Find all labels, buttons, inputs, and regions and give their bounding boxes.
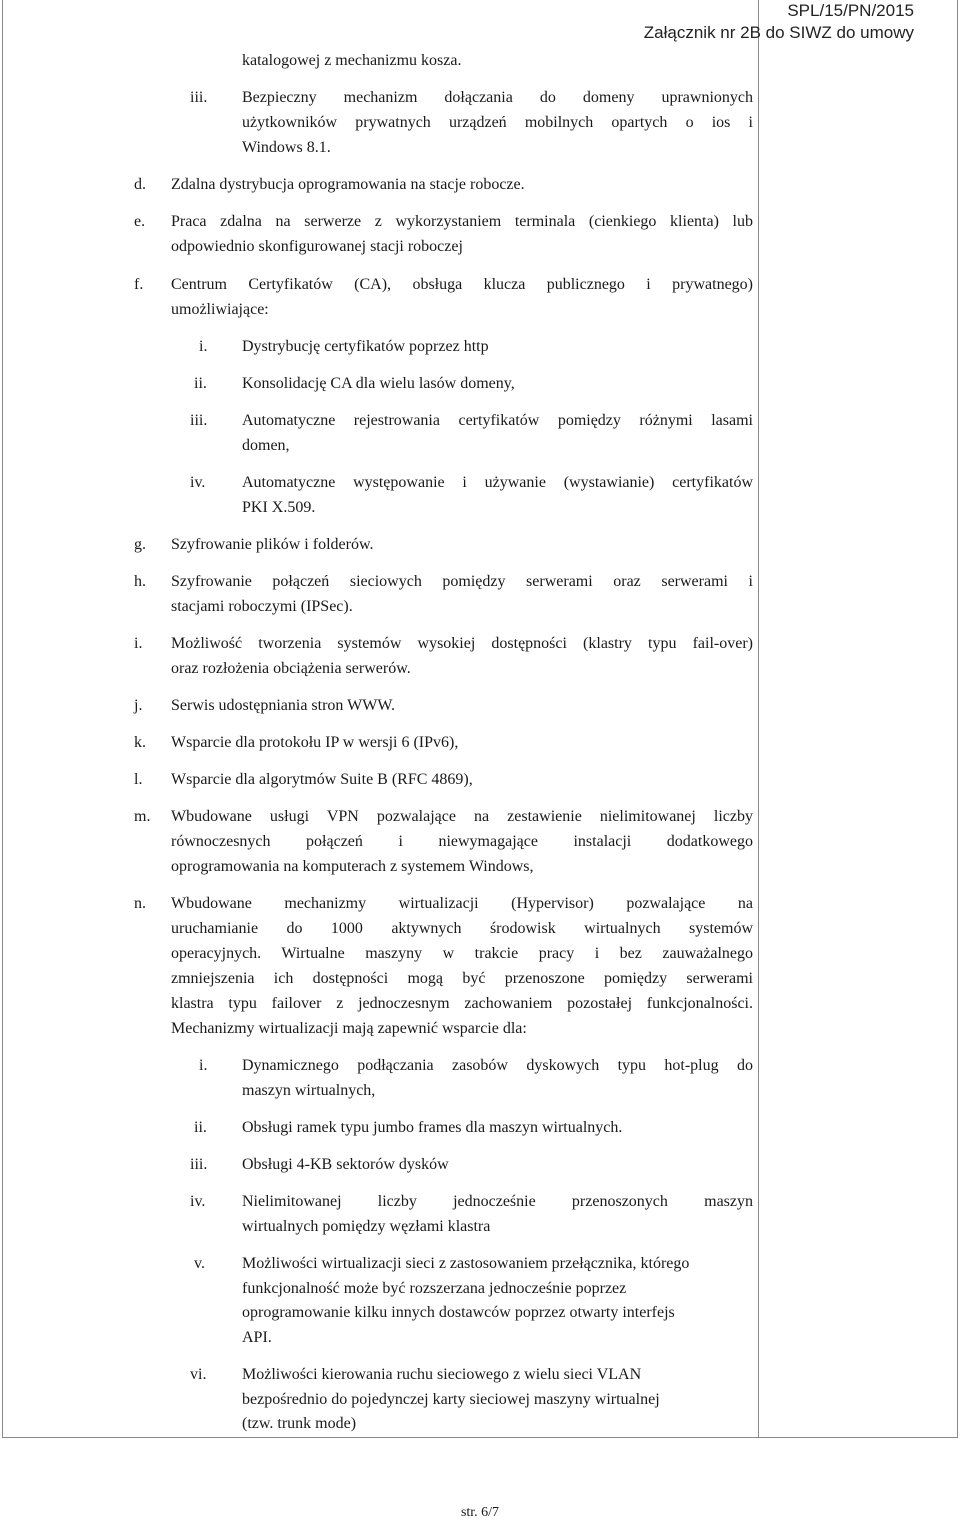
item-g-text: Szyfrowanie plików i folderów.	[171, 536, 374, 553]
item-c-iii-line1: Bezpieczny mechanizm dołączania do domeny uprawnionych	[242, 89, 753, 106]
item-f-i-text: Dystrybucję certyfikatów poprzez http	[242, 338, 489, 355]
item-i-line1: Możliwość tworzenia systemów wysokiej dostępności (klastry typu fail-over)	[171, 635, 753, 652]
item-n-line5: klastra typu failover z jednoczesnym zachowaniem pozostałej funkcjonalności.	[171, 995, 753, 1012]
item-h-marker: h.	[134, 573, 146, 590]
item-f-iv-marker: iv.	[190, 474, 206, 491]
annex-label: Załącznik nr 2B do SIWZ do umowy	[643, 23, 914, 42]
item-n-marker: n.	[134, 895, 146, 912]
item-l-marker: l.	[134, 771, 143, 788]
item-n-vi-line3: (tzw. trunk mode)	[242, 1415, 357, 1432]
item-n-line4: zmniejszenia ich dostępności mogą być przenoszone pomiędzy serwerami	[171, 970, 753, 987]
page-number: str. 6/7	[460, 1505, 500, 1520]
item-n-line2: uruchamianie do 1000 aktywnych środowisk wirtualnych systemów	[171, 920, 753, 937]
item-c-iii-marker: iii.	[190, 89, 208, 106]
item-n-ii-text: Obsługi ramek typu jumbo frames dla maszyn wirtualnych.	[242, 1119, 623, 1136]
item-n-line6: Mechanizmy wirtualizacji mają zapewnić wsparcie dla:	[171, 1020, 527, 1037]
item-n-iii-text: Obsługi 4-KB sektorów dysków	[242, 1156, 449, 1173]
item-n-iv-marker: iv.	[190, 1193, 206, 1210]
item-l-text: Wsparcie dla algorytmów Suite B (RFC 4869),	[171, 771, 473, 788]
item-d-marker: d.	[134, 176, 146, 193]
item-n-v-line4: API.	[242, 1329, 272, 1346]
item-i-line2: oraz rozłożenia obciążenia serwerów.	[171, 660, 411, 677]
item-h-line1: Szyfrowanie połączeń sieciowych pomiędzy serwerami oraz serwerami i	[171, 573, 753, 590]
item-n-v-line1: Możliwości wirtualizacji sieci z zastosowaniem przełącznika, którego	[242, 1255, 690, 1272]
item-f-iv-line1: Automatyczne występowanie i używanie (wystawianie) certyfikatów	[242, 474, 753, 491]
item-n-i-line2: maszyn wirtualnych,	[242, 1082, 376, 1099]
item-h-line2: stacjami roboczymi (IPSec).	[171, 598, 353, 615]
item-f-iv-line2: PKI X.509.	[242, 499, 316, 516]
item-n-iv-line1: Nielimitowanej liczby jednocześnie przenoszonych maszyn	[242, 1193, 753, 1210]
item-i-marker: i.	[134, 635, 143, 652]
item-n-line1: Wbudowane mechanizmy wirtualizacji (Hypervisor) pozwalające na	[171, 895, 753, 912]
item-c-iii-line3: Windows 8.1.	[242, 139, 331, 156]
item-c-iii-line2: użytkowników prywatnych urządzeń mobilnych opartych o ios i	[242, 114, 753, 131]
item-f-iii-line2: domen,	[242, 437, 290, 454]
item-m-line1: Wbudowane usługi VPN pozwalające na zestawienie nielimitowanej liczby	[171, 808, 753, 825]
item-m-marker: m.	[134, 808, 151, 825]
item-d-text: Zdalna dystrybucja oprogramowania na stacje robocze.	[171, 176, 525, 193]
item-n-v-marker: v.	[194, 1255, 205, 1272]
item-f-line2: umożliwiające:	[171, 301, 269, 318]
item-e-marker: e.	[134, 213, 146, 230]
item-f-line1: Centrum Certyfikatów (CA), obsługa klucza publicznego i prywatnego)	[171, 276, 753, 293]
item-j-marker: j.	[134, 697, 143, 714]
item-n-iv-line2: wirtualnych pomiędzy węzłami klastra	[242, 1218, 491, 1235]
item-f-ii-text: Konsolidację CA dla wielu lasów domeny,	[242, 375, 515, 392]
item-k-text: Wsparcie dla protokołu IP w wersji 6 (IPv6),	[171, 734, 459, 751]
item-n-v-line3: oprogramowanie kilku innych dostawców poprzez otwarty interfejs	[242, 1304, 675, 1321]
item-f-iii-line1: Automatyczne rejestrowania certyfikatów pomiędzy różnymi lasami	[242, 412, 753, 429]
item-m-line2: równoczesnych połączeń i niewymagające instalacji dodatkowego	[171, 833, 753, 850]
item-n-line3: operacyjnych. Wirtualne maszyny w trakcie pracy i bez zauważalnego	[171, 945, 753, 962]
item-n-vi-line2: bezpośrednio do pojedynczej karty sieciowej maszyny wirtualnej	[242, 1391, 660, 1408]
item-n-v-line2: funkcjonalność może być rozszerzana jednocześnie poprzez	[242, 1280, 627, 1297]
item-f-i-marker: i.	[199, 338, 208, 355]
item-g-marker: g.	[134, 536, 146, 553]
item-n-i-marker: i.	[199, 1057, 208, 1074]
item-e-line1: Praca zdalna na serwerze z wykorzystaniem terminala (cienkiego klienta) lub	[171, 213, 753, 230]
item-n-vi-marker: vi.	[190, 1366, 207, 1383]
item-c-continuation: katalogowej z mechanizmu kosza.	[242, 52, 462, 69]
item-e-line2: odpowiednio skonfigurowanej stacji roboczej	[171, 238, 463, 255]
item-j-text: Serwis udostępniania stron WWW.	[171, 697, 395, 714]
item-k-marker: k.	[134, 734, 146, 751]
item-f-marker: f.	[134, 276, 144, 293]
item-f-ii-marker: ii.	[194, 375, 207, 392]
document-reference: SPL/15/PN/2015	[787, 1, 914, 20]
column-divider	[758, 0, 759, 1438]
item-m-line3: oprogramowania na komputerach z systemem Windows,	[171, 858, 534, 875]
item-n-i-line1: Dynamicznego podłączania zasobów dyskowych typu hot-plug do	[242, 1057, 753, 1074]
item-f-iii-marker: iii.	[190, 412, 208, 429]
item-n-vi-line1: Możliwości kierowania ruchu sieciowego z wielu sieci VLAN	[242, 1366, 642, 1383]
item-n-iii-marker: iii.	[190, 1156, 208, 1173]
item-n-ii-marker: ii.	[194, 1119, 207, 1136]
